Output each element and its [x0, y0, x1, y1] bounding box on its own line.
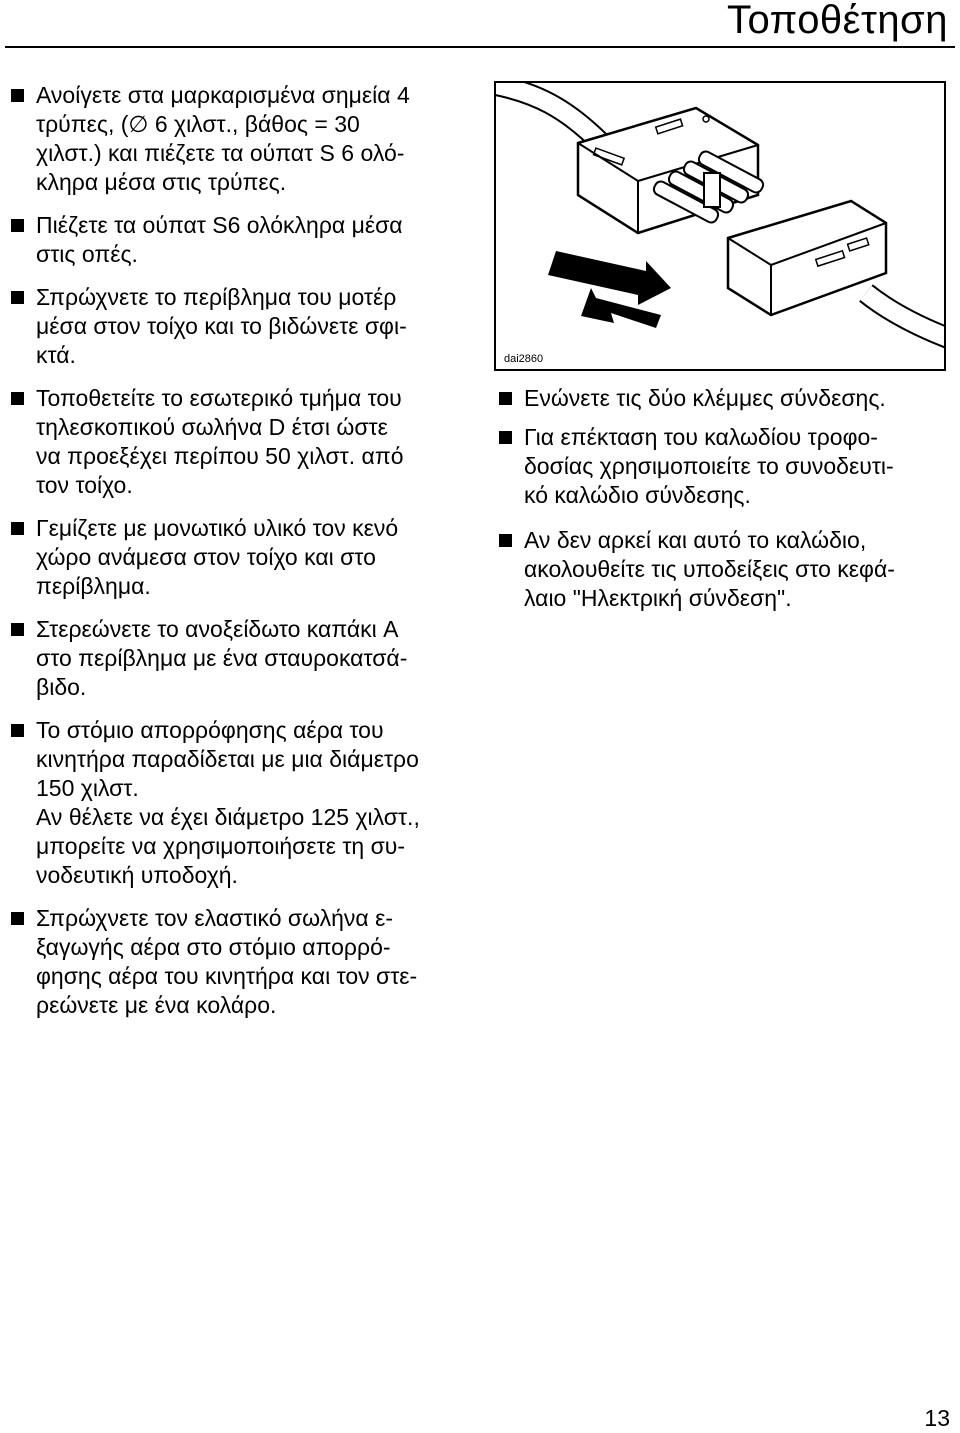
- list-item-text: Τοποθετείτε το εσωτερικό τμήμα του τηλεσκοπικού σωλήνα D έτσι ώστε να προεξέχει περίπου 50 χιλστ. από τον τοίχο.: [36, 385, 404, 498]
- bullet-square-icon: [499, 534, 512, 547]
- list-item: [496, 423, 956, 510]
- list-item: [496, 384, 956, 413]
- bullet-square-icon: [11, 912, 24, 925]
- bullet-square-icon: [499, 431, 512, 444]
- list-item: [8, 615, 478, 702]
- bullet-square-icon: [11, 392, 24, 405]
- connector-illustration: [494, 81, 946, 371]
- bullet-square-icon: [11, 291, 24, 304]
- figure-code: dai2860: [504, 353, 544, 365]
- header-divider: [5, 46, 955, 48]
- bullet-square-icon: [11, 623, 24, 636]
- list-item-text: Πιέζετε τα ούπατ S6 ολόκληρα μέσα στις οπές.: [36, 212, 403, 267]
- list-item: [8, 514, 478, 601]
- list-item-text: Το στόμιο απορρόφησης αέρα του κινητήρα παραδίδεται με μια διάμετρο 150 χιλστ. Αν θέλετε να έχει διάμετρο 125 χιλστ., μπορείτε να χρησιμοποιήσετε τη συ- νοδευτική υποδοχή.: [36, 717, 420, 888]
- list-item-text: Γεμίζετε με μονωτικό υλικό τον κενό χώρο ανάμεσα στον τοίχο και στο περίβλημα.: [36, 515, 399, 599]
- list-item-text: Ενώνετε τις δύο κλέμμες σύνδεσης.: [524, 385, 886, 411]
- left-column: [8, 81, 478, 1020]
- page-title: Τοποθέτηση: [726, 0, 948, 42]
- list-item-text: Σπρώχνετε το περίβλημα του μοτέρ μέσα στον τοίχο και το βιδώνετε σφι- κτά.: [36, 284, 407, 368]
- list-item-text: Στερεώνετε το ανοξείδωτο καπάκι A στο περίβλημα με ένα σταυροκατσά- βιδο.: [36, 616, 408, 700]
- bullet-square-icon: [11, 89, 24, 102]
- list-item: [8, 283, 478, 370]
- list-item: [8, 211, 478, 269]
- list-item-text: Αν δεν αρκεί και αυτό το καλώδιο, ακολουθείτε τις υποδείξεις στο κεφά- λαιο "Ηλεκτρική σύνδεση".: [524, 527, 895, 611]
- list-item: [8, 81, 478, 197]
- list-item: [496, 526, 956, 613]
- right-column: [496, 384, 956, 613]
- bullet-square-icon: [11, 724, 24, 737]
- bullet-square-icon: [11, 219, 24, 232]
- bullet-square-icon: [499, 392, 512, 405]
- list-item: [8, 904, 478, 1020]
- list-item-text: Σπρώχνετε τον ελαστικό σωλήνα ε- ξαγωγής αέρα στο στόμιο απορρό- φησης αέρα του κινητήρα και τον στε- ρεώνετε με ένα κολάρο.: [36, 905, 418, 1018]
- list-item: [8, 384, 478, 500]
- list-item: [8, 716, 478, 890]
- page-number: 13: [924, 1405, 950, 1431]
- list-item-text: Ανοίγετε στα μαρκαρισμένα σημεία 4 τρύπες, (∅ 6 χιλστ., βάθος = 30 χιλστ.) και πιέζετε τα ούπατ S 6 ολό- κληρα μέσα στις τρύπες.: [36, 82, 410, 195]
- bullet-square-icon: [11, 522, 24, 535]
- terminal-block-drawing: [496, 83, 946, 371]
- list-item-text: Για επέκταση του καλωδίου τροφο- δοσίας χρησιμοποιείτε το συνοδευτι- κό καλώδιο σύνδεσης.: [524, 424, 894, 508]
